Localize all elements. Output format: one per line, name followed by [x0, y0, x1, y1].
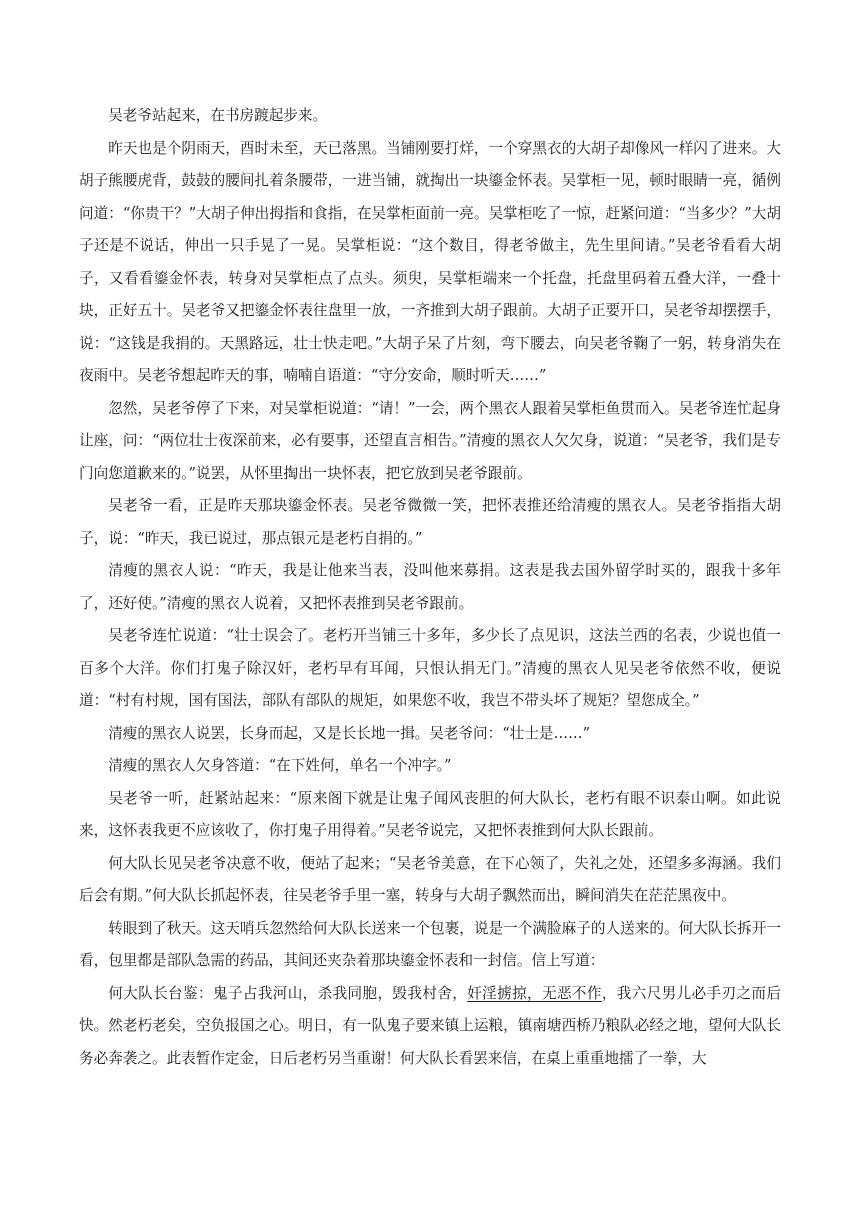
letter-paragraph	[79, 978, 781, 1076]
paragraph-7: 清瘦的黑衣人说罢，长身而起，又是长长地一揖。吴老爷问：“壮士是……”	[108, 724, 591, 742]
underlined-phrase: 奸淫掳掠，无恶不作	[467, 984, 602, 1002]
paragraph-10: 何大队长见吴老爷决意不收，便站了起来；“吴老爷美意，在下心领了，失礼之处，还望多多海涵。我们后会有期。”何大队长抓起怀表，往吴老爷手里一塞，转身与大胡子飘然而出，瞬间消失在茫茫黑夜中。	[79, 854, 781, 904]
paragraph-9: 吴老爷一听，赶紧站起来：“原来阁下就是让鬼子闻风丧胆的何大队长，老朽有眼不识泰山啊。如此说来，这怀表我更不应该收了，你打鬼子用得着。”吴老爷说完，又把怀表推到何大队长跟前。	[79, 789, 781, 839]
document-page	[79, 100, 781, 1075]
letter-text-start: 何大队长台鉴：鬼子占我河山，杀我同胞，毁我村舍，	[108, 984, 468, 1002]
paragraph-1: 吴老爷站起来，在书房踱起步来。	[108, 107, 328, 124]
paragraph-8: 清瘦的黑衣人欠身答道：“在下姓何，单名一个冲字。”	[108, 757, 452, 774]
paragraph-3: 忽然，吴老爷停了下来，对吴掌柜说道：“请！”一会，两个黑衣人跟着吴掌柜鱼贯而入。吴老爷连忙起身让座，问：“两位壮士夜深前来，必有要事，还望直言相告。”清瘦的黑衣人欠欠身，说道：“吴老爷，我们是专门向您道歉来的。”说罢，从怀里掏出一块怀表，把它放到吴老爷跟前。	[79, 399, 781, 482]
paragraph-5: 清瘦的黑衣人说：“昨天，我是让他来当表，没叫他来募捐。这表是我去国外留学时买的，跟我十多年了，还好使。”清瘦的黑衣人说着，又把怀表推到吴老爷跟前。	[79, 562, 781, 612]
paragraph-11: 转眼到了秋天。这天哨兵忽然给何大队长送来一个包裹，说是一个满脸麻子的人送来的。何大队长拆开一看，包里都是部队急需的药品，其间还夹杂着那块鎏金怀表和一封信。信上写道：	[79, 919, 781, 969]
paragraph-4: 吴老爷一看，正是昨天那块鎏金怀表。吴老爷微微一笑，把怀表推还给清瘦的黑衣人。吴老爷指指大胡子，说：“昨天，我已说过，那点银元是老朽自捐的。”	[79, 497, 781, 547]
letter-text-end: ，我六尺男儿必手刃之而后快。然老朽老矣，空负报国之心。明日，有一队鬼子要来镇上运粮，镇南塘西桥乃粮队必经之地，望何大队长务必奔袭之。此表暂作定金，日后老朽另当重谢！何大队长看罢来信，在桌上重重地擂了一拳，大	[79, 984, 781, 1067]
paragraph-6: 吴老爷连忙说道：“壮士误会了。老朽开当铺三十多年，多少长了点见识，这法兰西的名表，少说也值一百多个大洋。你们打鬼子除汉奸，老朽早有耳闻，只恨认捐无门。”清瘦的黑衣人见吴老爷依然不收，便说道：“村有村规，国有国法，部队有部队的规矩，如果您不收，我岂不带头坏了规矩？望您成全。”	[79, 627, 781, 709]
paragraph-2: 昨天也是个阴雨天，酉时未至，天已落黑。当铺刚要打烊，一个穿黑衣的大胡子却像风一样闪了进来。大胡子熊腰虎背，鼓鼓的腰间扎着条腰带，一进当铺，就掏出一块鎏金怀表。吴掌柜一见，顿时眼睛一亮，循例问道：“你贵干？”大胡子伸出拇指和食指，在吴掌柜面前一亮。吴掌柜吃了一惊，赶紧问道：“当多少？”大胡子还是不说话，伸出一只手晃了一晃。吴掌柜说：“这个数目，得老爷做主，先生里间请。”吴老爷看看大胡子，又看看鎏金怀表，转身对吴掌柜点了点头。须臾，吴掌柜端来一个托盘，托盘里码着五叠大洋，一叠十块，正好五十。吴老爷又把鎏金怀表往盘里一放，一齐推到大胡子跟前。大胡子正要开口，吴老爷却摆摆手，说：“这钱是我捐的。天黑路远，壮士快走吧。”大胡子呆了片刻，弯下腰去，向吴老爷鞠了一躬，转身消失在夜雨中。吴老爷想起昨天的事，喃喃自语道：“守分安命，顺时听天……”	[79, 139, 781, 384]
